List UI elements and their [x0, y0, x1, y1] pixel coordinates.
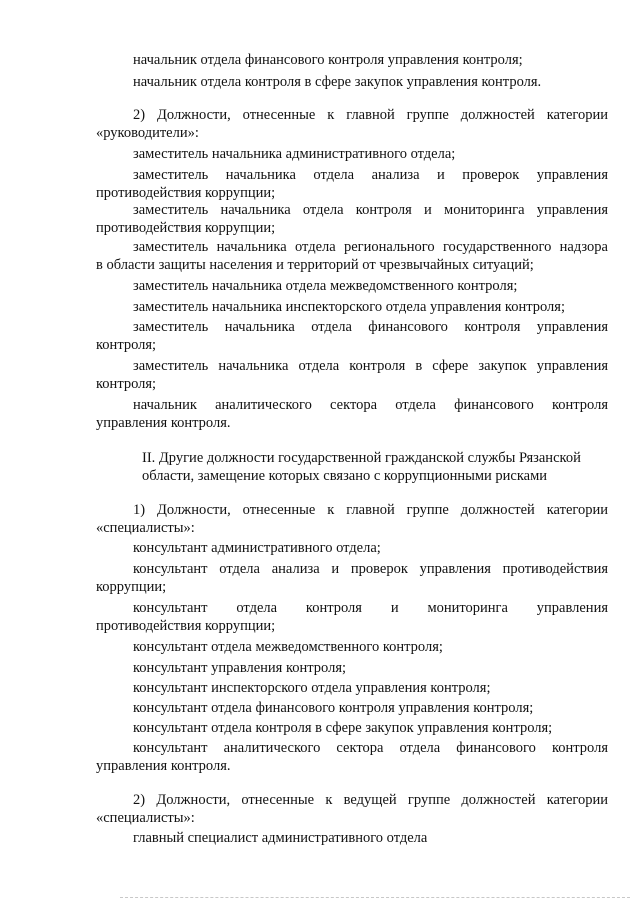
text-line: заместитель начальника административного отдела; — [133, 146, 456, 162]
text-line: заместитель начальника отдела межведомственного контроля; — [133, 278, 518, 294]
text-line: консультант отдела финансового контроля управления контроля; — [133, 700, 534, 716]
text-line: заместитель начальника отдела анализа и проверок управления — [133, 167, 608, 183]
text-line: консультант административного отдела; — [133, 540, 381, 556]
paragraph-heading: 2) Должности, отнесенные к главной группе должностей категории — [133, 107, 608, 123]
text-line: контроля; — [96, 337, 157, 353]
text-line: заместитель начальника отдела контроля в сфере закупок управления — [133, 358, 608, 374]
text-line: противодействия коррупции; — [96, 185, 276, 201]
text-line: управления контроля. — [96, 758, 231, 774]
text-line: консультант отдела межведомственного контроля; — [133, 639, 443, 655]
paragraph-heading: «специалисты»: — [96, 520, 195, 536]
text-line: заместитель начальника инспекторского отдела управления контроля; — [133, 299, 565, 315]
text-line: начальник отдела финансового контроля управления контроля; — [133, 52, 523, 68]
page-footer-divider — [120, 897, 630, 898]
section-title: II. Другие должности государственной гражданской службы Рязанской — [142, 450, 581, 466]
text-line: консультант инспекторского отдела управления контроля; — [133, 680, 491, 696]
text-line: начальник отдела контроля в сфере закупок управления контроля. — [133, 74, 542, 90]
text-line: консультант отдела анализа и проверок управления противодействия — [133, 561, 608, 577]
paragraph-heading: 2) Должности, отнесенные к ведущей группе должностей категории — [133, 792, 608, 808]
text-line: консультант управления контроля; — [133, 660, 347, 676]
text-line: консультант отдела контроля и мониторинга управления — [133, 600, 608, 616]
text-line: противодействия коррупции; — [96, 220, 276, 236]
text-line: главный специалист административного отдела — [133, 830, 428, 846]
text-line: консультант отдела контроля в сфере закупок управления контроля; — [133, 720, 553, 736]
paragraph-heading: «руководители»: — [96, 125, 199, 141]
text-line: заместитель начальника отдела контроля и мониторинга управления — [133, 202, 608, 218]
text-line: контроля; — [96, 376, 157, 392]
paragraph-heading: «специалисты»: — [96, 810, 195, 826]
text-line: управления контроля. — [96, 415, 231, 431]
text-line: заместитель начальника отдела финансового контроля управления — [133, 319, 608, 335]
text-line: начальник аналитического сектора отдела финансового контроля — [133, 397, 608, 413]
text-line: коррупции; — [96, 579, 167, 595]
text-line: противодействия коррупции; — [96, 618, 276, 634]
paragraph-heading: 1) Должности, отнесенные к главной группе должностей категории — [133, 502, 608, 518]
text-line: в области защиты населения и территорий от чрезвычайных ситуаций; — [96, 257, 534, 273]
section-title: области, замещение которых связано с коррупционными рисками — [142, 468, 548, 484]
text-line: консультант аналитического сектора отдела финансового контроля — [133, 740, 608, 756]
text-line: заместитель начальника отдела регионального государственного надзора — [133, 239, 608, 255]
